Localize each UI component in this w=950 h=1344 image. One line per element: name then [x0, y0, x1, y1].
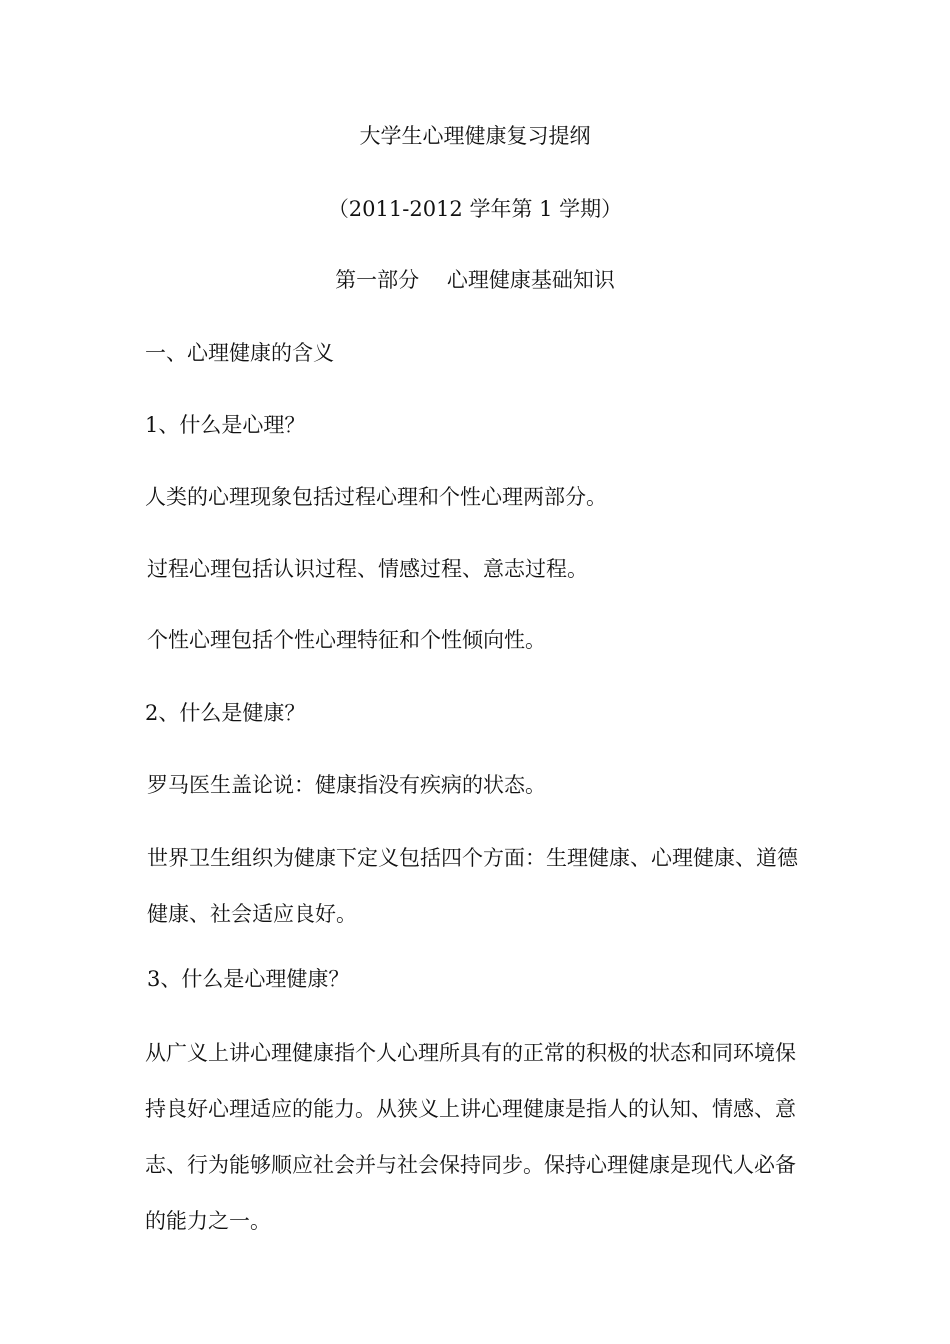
- paragraph: 从广义上讲心理健康指个人心理所具有的正常的积极的状态和同环境保持良好心理适应的能力。从狭义上讲心理健康是指人的认知、情感、意志、行为能够顺应社会并与社会保持同步。保持心理健康是现代人必备的能力之一。: [145, 1041, 796, 1233]
- question-heading-1: 1、什么是心理？: [145, 413, 306, 437]
- section-heading: 一、心理健康的含义: [145, 341, 334, 365]
- paragraph: 罗马医生盖论说：健康指没有疾病的状态。: [147, 773, 546, 797]
- question-heading-3: 3、什么是心理健康？: [147, 967, 350, 991]
- paragraph: 个性心理包括个性心理特征和个性倾向性。: [147, 628, 546, 652]
- document-subtitle: （2011-2012 学年第 1 学期）: [327, 197, 623, 221]
- part-heading: 第一部分 心理健康基础知识: [335, 268, 615, 292]
- document-title: 大学生心理健康复习提纲: [359, 124, 591, 148]
- paragraph: 过程心理包括认识过程、情感过程、意志过程。: [147, 557, 588, 581]
- question-heading-2: 2、什么是健康？: [145, 701, 306, 725]
- paragraph: 人类的心理现象包括过程心理和个性心理两部分。: [145, 485, 607, 509]
- paragraph: 世界卫生组织为健康下定义包括四个方面：生理健康、心理健康、道德健康、社会适应良好。: [147, 846, 798, 926]
